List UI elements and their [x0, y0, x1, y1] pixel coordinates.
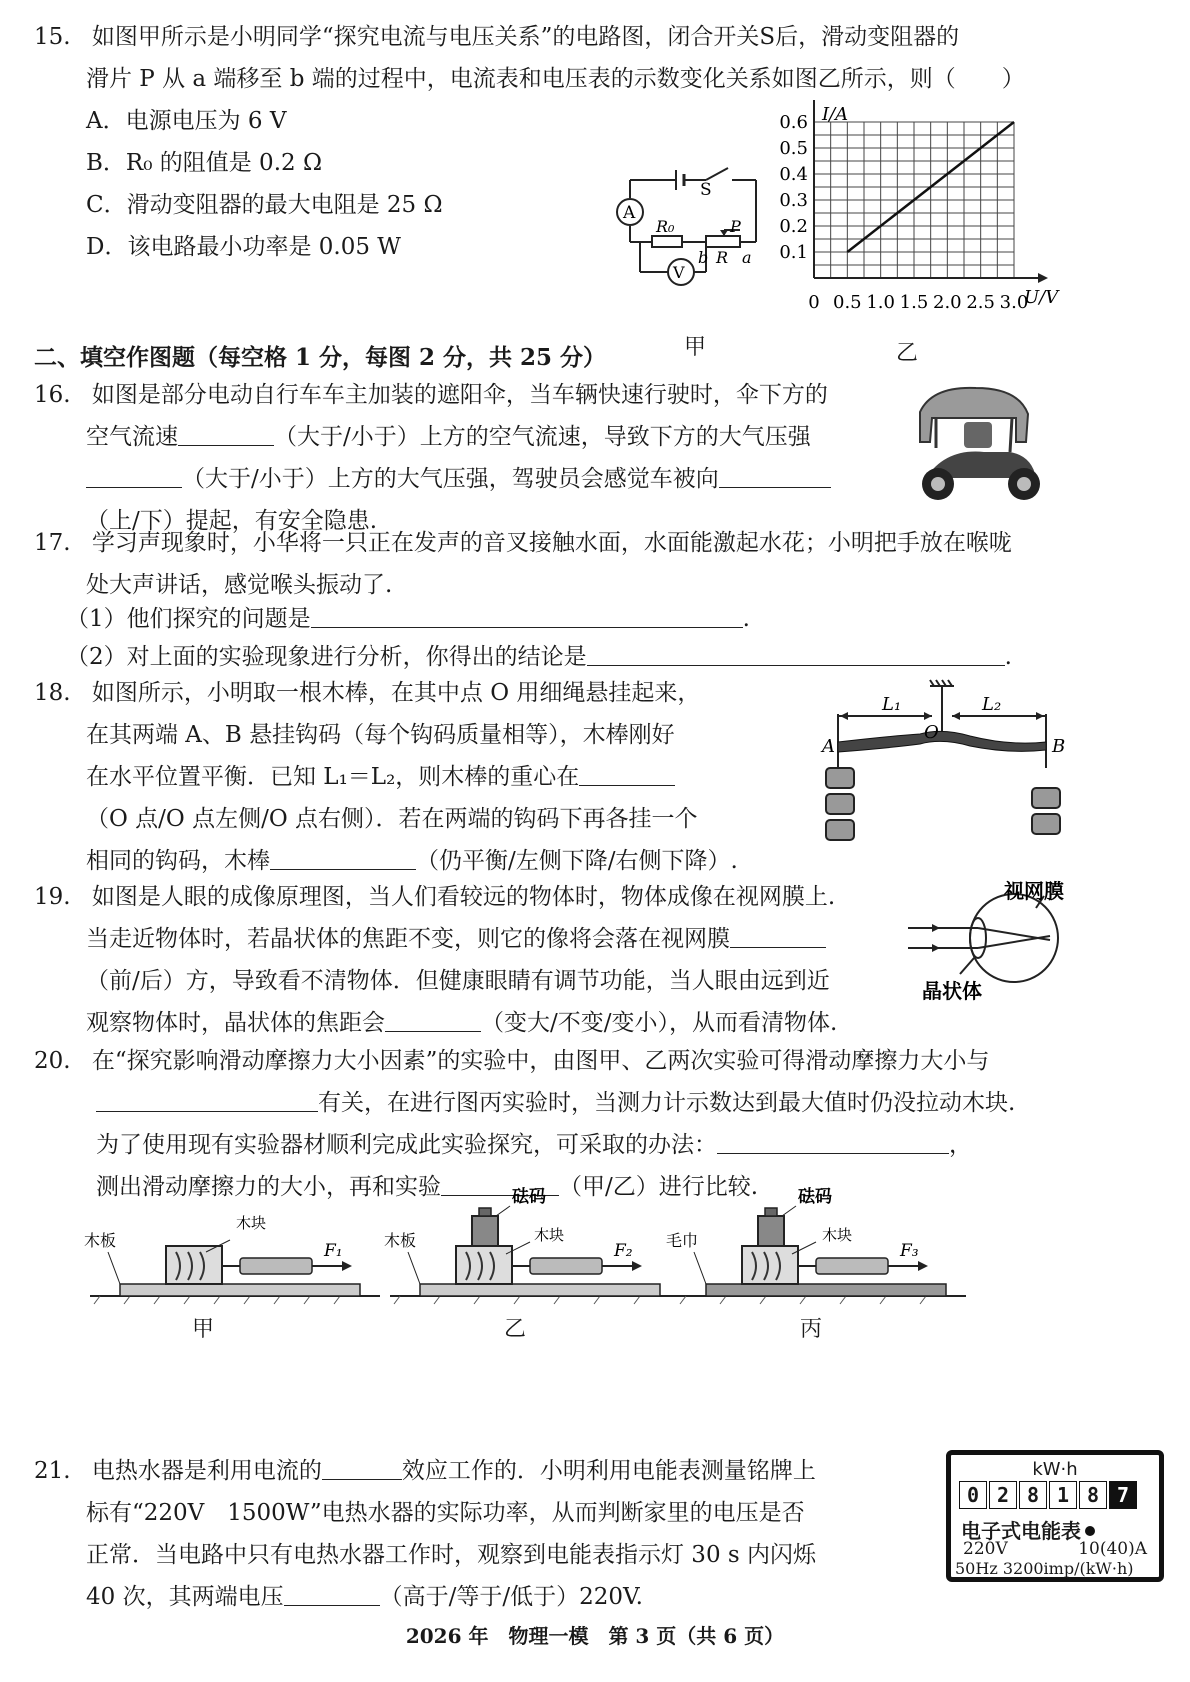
- text: .: [742, 606, 750, 632]
- blank-1[interactable]: [96, 1089, 318, 1112]
- x-axis-arrow: [1038, 273, 1048, 283]
- q19-line3: （前/后）方，导致看不清物体．但健康眼睛有调节功能，当人眼由远到近: [86, 968, 830, 994]
- p-label: P: [730, 217, 741, 236]
- q18-line5: [86, 846, 738, 876]
- force-label: F₁: [324, 1241, 343, 1261]
- text: 观察物体时，晶状体的焦距会: [86, 1010, 385, 1036]
- blank-1[interactable]: [579, 763, 675, 786]
- text: （甲/乙）进行比较.: [559, 1174, 759, 1200]
- text: 40 次，其两端电压: [86, 1584, 284, 1610]
- force-label: F₂: [614, 1241, 633, 1261]
- surface-label: 木板: [384, 1231, 417, 1250]
- text: 测出滑动摩擦力的大小，再和实验: [96, 1174, 441, 1200]
- y-tick-label: 0.4: [779, 164, 808, 185]
- q18-line1: [34, 678, 700, 708]
- meter-current: 10(40)A: [1078, 1539, 1147, 1559]
- x-tick-label: 2.5: [966, 292, 995, 313]
- meter-digit: 7: [1109, 1481, 1137, 1509]
- question-number: 20.: [34, 1048, 71, 1074]
- energy-meter: [946, 1450, 1164, 1582]
- q17-line2: 处大声讲话，感觉喉头振动了.: [86, 572, 393, 598]
- q21-line3: 正常．当电路中只有电热水器工作时，观察到电能表指示灯 30 s 内闪烁: [86, 1542, 817, 1568]
- section-title: 二、填空作图题（每空格 1 分，每图 2 分，共 25 分）: [34, 344, 607, 371]
- block-label: 木块: [822, 1226, 853, 1244]
- r0-label: R₀: [656, 217, 675, 236]
- blank-2[interactable]: [86, 465, 182, 488]
- r-label: R: [716, 248, 729, 267]
- blank-1[interactable]: [322, 1457, 402, 1480]
- q16-line2: [86, 422, 811, 452]
- meter-digits: [959, 1481, 1139, 1509]
- weight-label: 砝码: [512, 1187, 546, 1207]
- blank-2[interactable]: [587, 643, 1005, 666]
- text: 当走近物体时，若晶状体的焦距不变，则它的像将会落在视网膜: [86, 926, 730, 952]
- q19-line4: [86, 1008, 837, 1038]
- b-label: b: [698, 248, 709, 267]
- lens-label: 晶状体: [922, 979, 982, 1002]
- ammeter-label: A: [623, 203, 636, 223]
- lever-diagram: [820, 676, 1080, 882]
- question-text: 如图甲所示是小明同学“探究电流与电压关系”的电路图，闭合开关S后，滑动变阻器的: [91, 24, 960, 50]
- x-tick-label: 3.0: [999, 292, 1029, 313]
- fig-b-caption: 乙: [896, 341, 919, 366]
- friction-experiment-2: [380, 1180, 700, 1306]
- q20-line3: [96, 1130, 972, 1160]
- switch-label: S: [700, 180, 712, 200]
- fig-caption-1: 甲: [192, 1317, 215, 1342]
- x-axis-label: U/V: [1024, 287, 1059, 308]
- text: 效应工作的．小明利用电能表测量铭牌上: [401, 1458, 816, 1484]
- meter-spec: 50Hz 3200imp/(kW·h): [955, 1559, 1134, 1578]
- text: （1）他们探究的问题是: [66, 606, 311, 632]
- blank-2[interactable]: [385, 1009, 481, 1032]
- y-tick-label: 0.1: [779, 242, 808, 263]
- iv-chart: [770, 100, 1070, 340]
- q16-line1: [34, 380, 828, 410]
- x-tick-label: 2.0: [933, 292, 962, 313]
- circuit-diagram: [606, 160, 786, 300]
- meter-digit: 0: [959, 1481, 987, 1509]
- text: 为了使用现有实验器材顺利完成此实验探究，可采取的办法：: [96, 1132, 717, 1158]
- block-label: 木块: [236, 1214, 267, 1232]
- y-tick-label: 0.5: [779, 138, 808, 159]
- x-tick-label: 0.5: [833, 292, 862, 313]
- question-number: 17.: [34, 530, 71, 556]
- question-number: 16.: [34, 382, 71, 408]
- text: ，: [949, 1132, 972, 1158]
- meter-spec-row: [963, 1539, 1147, 1559]
- blank-1[interactable]: [178, 423, 274, 446]
- q21-line1: [34, 1456, 816, 1486]
- q17-sub1: [66, 604, 750, 634]
- meter-digit: 8: [1019, 1481, 1047, 1509]
- b-label: B: [1052, 736, 1066, 757]
- q18-line4: （O 点/O 点左侧/O 点右侧）．若在两端的钩码下再各挂一个: [86, 806, 698, 832]
- blank-1[interactable]: [311, 605, 743, 628]
- meter-voltage: 220V: [963, 1539, 1008, 1559]
- x-tick-label: 1.0: [866, 292, 895, 313]
- q15-option-c[interactable]: C．滑动变阻器的最大电阻是 25 Ω: [86, 192, 443, 218]
- eye-diagram: [904, 878, 1084, 1002]
- text: 在水平位置平衡．已知 L₁＝L₂，则木棒的重心在: [86, 764, 580, 790]
- q19-line2: [86, 924, 826, 954]
- blank-2[interactable]: [717, 1131, 949, 1154]
- text: 相同的钩码，木棒: [86, 848, 270, 874]
- question-number: 21.: [34, 1458, 71, 1484]
- question-text: 在“探究影响滑动摩擦力大小因素”的实验中，由图甲、乙两次实验可得滑动摩擦力大小与: [91, 1048, 990, 1074]
- q15-option-d[interactable]: D．该电路最小功率是 0.05 W: [86, 234, 401, 260]
- q17-line1: [34, 528, 1012, 558]
- friction-experiment-3: [666, 1180, 986, 1306]
- q19-line1: [34, 882, 835, 912]
- page-footer: 2026 年 物理一模 第 3 页（共 6 页）: [405, 1624, 785, 1648]
- text: （仍平衡/左侧下降/右侧下降）.: [416, 848, 738, 874]
- meter-unit: kW·h: [1032, 1459, 1078, 1480]
- question-number: 19.: [34, 884, 71, 910]
- scooter-sunshade-image: [906, 382, 1046, 508]
- meter-digit: 8: [1079, 1481, 1107, 1509]
- question-number: 18.: [34, 680, 71, 706]
- text: （高于/等于/低于）220V.: [379, 1584, 643, 1610]
- q15-line2: 滑片 P 从 a 端移至 b 端的过程中，电流表和电压表的示数变化关系如图乙所示，则（ ）: [86, 66, 1025, 92]
- surface-label: 毛巾: [666, 1231, 699, 1250]
- q15-option-a[interactable]: A．电源电压为 6 V: [86, 108, 287, 134]
- blank-2[interactable]: [284, 1583, 380, 1606]
- q21-line2: 标有“220V 1500W”电热水器的实际功率，从而判断家里的电压是否: [86, 1500, 805, 1526]
- fig-a-caption: 甲: [684, 335, 707, 360]
- blank-3[interactable]: [719, 465, 831, 488]
- q18-line2: 在其两端 A、B 悬挂钩码（每个钩码质量相等），木棒刚好: [86, 722, 675, 748]
- l2-label: L₂: [982, 694, 1002, 715]
- l1-label: L₁: [882, 694, 902, 715]
- blank-1[interactable]: [730, 925, 826, 948]
- blank-2[interactable]: [270, 847, 416, 870]
- q16-line4: （上/下）提起，有安全隐患.: [86, 508, 378, 534]
- a-label: a: [742, 248, 752, 267]
- y-tick-label: 0.2: [779, 216, 808, 237]
- indicator-light-icon: [1085, 1526, 1095, 1536]
- question-text: 如图是部分电动自行车车主加装的遮阳伞，当车辆快速行驶时，伞下方的: [91, 382, 828, 408]
- a-label: A: [822, 736, 835, 757]
- question-number: 15.: [34, 24, 71, 50]
- y-tick-label: 0.3: [779, 190, 808, 211]
- question-text: 如图所示，小明取一根木棒，在其中点 O 用细绳悬挂起来，: [91, 680, 701, 706]
- retina-label: 视网膜: [1004, 879, 1064, 903]
- q18-line3: [86, 762, 675, 792]
- question-text: 学习声现象时，小华将一只正在发声的音叉接触水面，水面能激起水花；小明把手放在喉咙: [91, 530, 1012, 556]
- text: （大于/小于）上方的大气压强，驾驶员会感觉车被向: [182, 466, 719, 492]
- text: （变大/不变/变小），从而看清物体.: [481, 1010, 838, 1036]
- q15-line1: [34, 22, 959, 52]
- text: 空气流速: [86, 424, 178, 450]
- meter-name-text: 电子式电能表: [961, 1519, 1081, 1543]
- o-label: O: [924, 722, 939, 743]
- q15-option-b[interactable]: B．R₀ 的阻值是 0.2 Ω: [86, 150, 323, 176]
- force-label: F₃: [900, 1241, 919, 1261]
- meter-digit: 1: [1049, 1481, 1077, 1509]
- q17-sub2: [66, 642, 1012, 672]
- q20-line1: [34, 1046, 989, 1076]
- text: （大于/小于）上方的空气流速，导致下方的大气压强: [274, 424, 811, 450]
- friction-experiment-1: [80, 1210, 400, 1306]
- meter-digit: 2: [989, 1481, 1017, 1509]
- text: （2）对上面的实验现象进行分析，你得出的结论是: [66, 644, 587, 670]
- question-text: 如图是人眼的成像原理图，当人们看较远的物体时，物体成像在视网膜上.: [91, 884, 836, 910]
- x-tick-label: 0: [808, 292, 820, 313]
- text: 有关，在进行图丙实验时，当测力计示数达到最大值时仍没拉动木块.: [318, 1090, 1016, 1116]
- text: .: [1004, 644, 1012, 670]
- weight-label: 砝码: [798, 1187, 832, 1207]
- q16-line3: [86, 464, 831, 494]
- x-tick-label: 1.5: [899, 292, 929, 313]
- y-axis-label: I/A: [822, 104, 849, 125]
- q20-line2: [96, 1088, 1015, 1118]
- block-label: 木块: [534, 1226, 565, 1244]
- voltmeter-label: V: [673, 263, 685, 282]
- q21-line4: [86, 1582, 643, 1612]
- text: 电热水器是利用电流的: [91, 1458, 322, 1484]
- surface-label: 木板: [84, 1231, 117, 1250]
- fig-caption-2: 乙: [504, 1317, 527, 1342]
- y-tick-label: 0.6: [779, 112, 808, 133]
- fig-caption-3: 丙: [800, 1317, 823, 1342]
